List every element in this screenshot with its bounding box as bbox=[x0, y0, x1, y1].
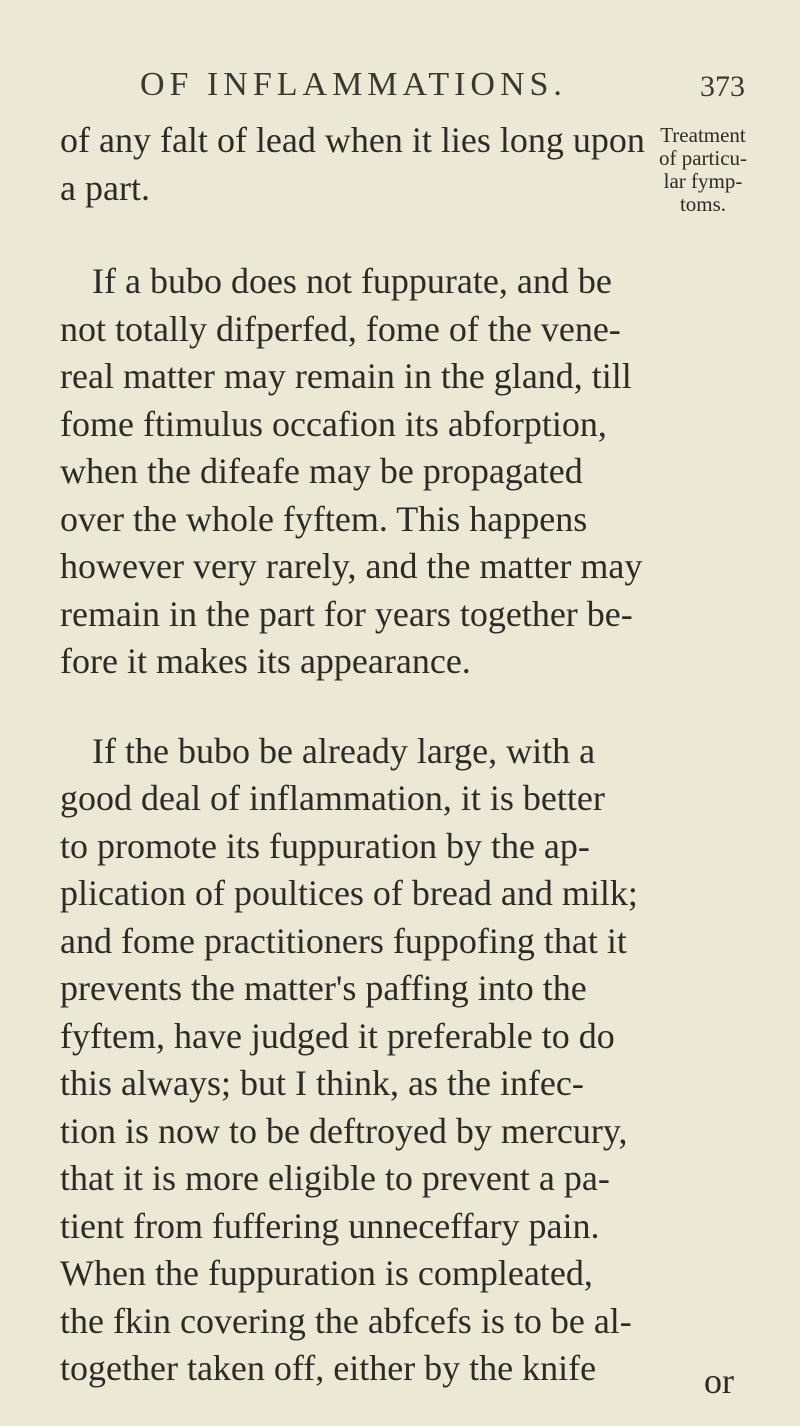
text-line: fore it makes its appearance. bbox=[60, 641, 471, 681]
text-line: tion is now to be deftroyed by mercury, bbox=[60, 1110, 628, 1151]
text-line: a part. bbox=[60, 167, 150, 208]
text-line: If the bubo be already large, with a bbox=[92, 730, 596, 771]
text-line: not totally difperfed, fome of the vene- bbox=[60, 308, 621, 349]
text-line: to promote its fuppuration by the ap- bbox=[60, 825, 590, 866]
running-head: OF INFLAMMATIONS. bbox=[140, 66, 567, 103]
text-line: that it is more eligible to prevent a pa- bbox=[60, 1158, 610, 1198]
text-line: this always; but I think, as the infec- bbox=[60, 1063, 584, 1103]
text-line: fome ftimulus occafion its abforption, bbox=[60, 403, 607, 444]
text-line: remain in the part for years together be- bbox=[60, 593, 633, 634]
text-line: tient from fuffering unneceffary pain. bbox=[60, 1205, 600, 1246]
side-note-line: lar fymp- bbox=[663, 169, 743, 193]
text-line: when the difeafe may be propagated bbox=[60, 451, 583, 491]
text-line: over the whole fyftem. This happens bbox=[60, 498, 588, 539]
text-line: the fkin covering the abfcefs is to be al- bbox=[60, 1300, 632, 1341]
text-line: prevents the matter's paffing into the bbox=[60, 968, 587, 1008]
side-note-line: toms. bbox=[679, 192, 727, 216]
side-note-line: of particu- bbox=[658, 146, 748, 170]
text-line: real matter may remain in the gland, till bbox=[60, 356, 632, 396]
text-line: plication of poultices of bread and milk; bbox=[60, 873, 638, 913]
text-line: together taken off, either by the knife bbox=[60, 1348, 597, 1388]
catchword: or bbox=[704, 1361, 734, 1401]
text-line: and fome practitioners fuppofing that it bbox=[60, 920, 627, 961]
text-line: If a bubo does not fuppurate, and be bbox=[92, 261, 612, 301]
text-line: When the fuppuration is compleated, bbox=[60, 1253, 593, 1293]
side-note-line: Treatment bbox=[660, 123, 746, 147]
page-number: 373 bbox=[700, 70, 745, 103]
text-line: fyftem, have judged it preferable to do bbox=[60, 1015, 615, 1056]
text-line: however very rarely, and the matter may bbox=[60, 546, 643, 586]
text-line: good deal of inflammation, it is better bbox=[60, 778, 605, 818]
text-line: of any falt of lead when it lies long upon bbox=[60, 120, 645, 160]
